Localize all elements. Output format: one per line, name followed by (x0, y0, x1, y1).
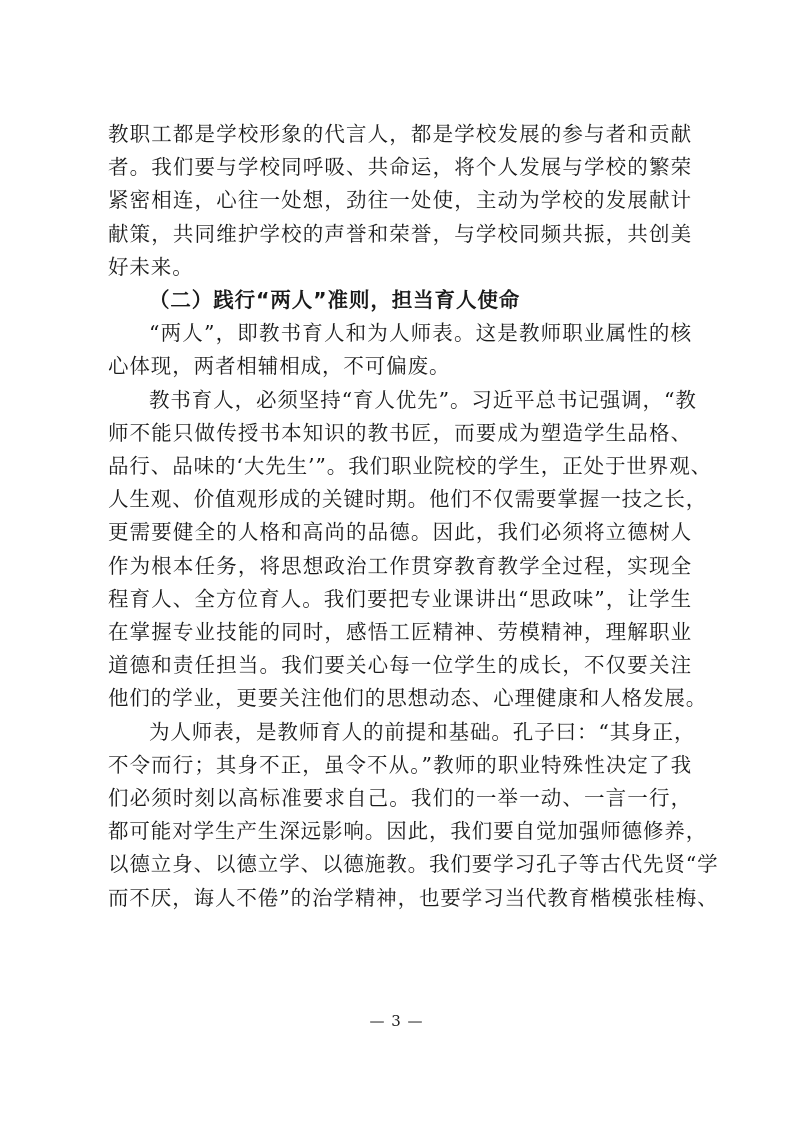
text-line: 者。我们要与学校同呼吸、共命运，将个人发展与学校的繁荣 (108, 155, 692, 180)
text-line: 好未来。 (108, 254, 194, 279)
text-line: 都可能对学生产生深远影响。因此，我们要自觉加强师德修养， (108, 819, 708, 844)
text-line: 程育人、全方位育人。我们要把专业课讲出“思政味”，让学生 (108, 586, 692, 611)
text-line: 在掌握专业技能的同时，感悟工匠精神、劳模精神，理解职业 (108, 620, 692, 645)
text-line: 他们的学业，更要关注他们的思想动态、心理健康和人格发展。 (108, 686, 708, 711)
text-line: 作为根本任务，将思想政治工作贯穿教育教学全过程，实现全 (108, 553, 692, 578)
paragraph-continuation (108, 118, 692, 284)
text-line: 品行、品味的‘大先生’”。我们职业院校的学生，正处于世界观、 (108, 454, 713, 479)
text-line: 教书育人，必须坚持“育人优先”。习近平总书记强调，“教 (149, 387, 697, 412)
text-line: 献策，共同维护学校的声誉和荣誉，与学校同频共振，共创美 (108, 221, 692, 246)
text-line: 而不厌，诲人不倦”的治学精神，也要学习当代教育楷模张桂梅、 (108, 885, 719, 910)
section-heading: （二）践行“两人”准则，担当育人使命 (149, 288, 521, 313)
text-line: 教职工都是学校形象的代言人，都是学校发展的参与者和贡献 (108, 122, 692, 146)
text-line: “两人”，即教书育人和为人师表。这是教师职业属性的核 (149, 321, 692, 346)
text-line: 紧密相连，心往一处想，劲往一处使，主动为学校的发展献计 (108, 188, 692, 213)
page-number: — 3 — (369, 1012, 424, 1030)
text-line: 以德立身、以德立学、以德施教。我们要学习孔子等古代先贤“学 (108, 852, 719, 877)
text-line: 心体现，两者相辅相成，不可偏废。 (108, 354, 451, 379)
text-line: 道德和责任担当。我们要关心每一位学生的成长，不仅要关注 (108, 653, 692, 678)
text-line: 为人师表，是教师育人的前提和基础。孔子曰：“其身正， (149, 719, 696, 744)
document-body (108, 118, 719, 915)
text-line: 师不能只做传授书本知识的教书匠，而要成为塑造学生品格、 (108, 420, 692, 445)
text-line: 人生观、价值观形成的关键时期。他们不仅需要掌握一技之长， (108, 487, 708, 512)
text-line: 更需要健全的人格和高尚的品德。因此，我们必须将立德树人 (108, 520, 692, 545)
paragraph-teaching-and-educating (108, 384, 713, 716)
paragraph-two-people-definition (108, 317, 692, 383)
text-line: 不令而行；其身不正，虽令不从。”教师的职业特殊性决定了我 (108, 752, 692, 777)
paragraph-role-model (108, 716, 719, 915)
text-line: 们必须时刻以高标准要求自己。我们的一举一动、一言一行， (108, 786, 692, 811)
